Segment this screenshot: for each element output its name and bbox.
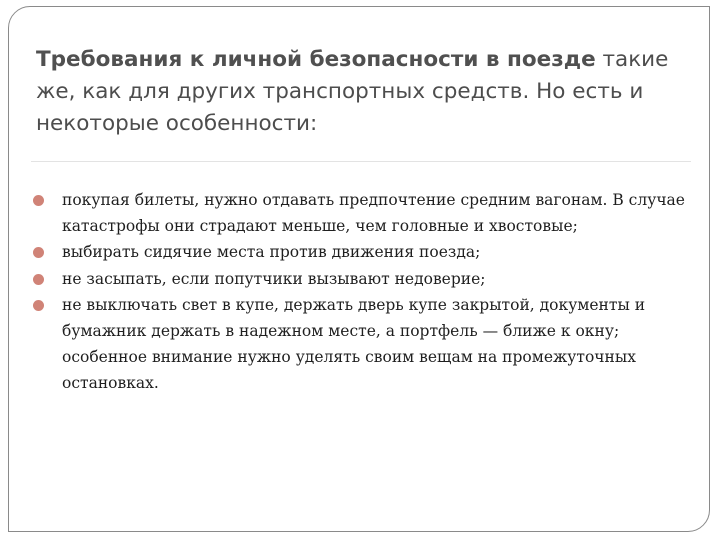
bullet-item-compartment-safety [29, 292, 699, 397]
bullet-item-no-sleep [29, 266, 699, 292]
slide-frame [8, 6, 710, 532]
bullet-text: выбирать сидячие места против движения поезда; [62, 243, 481, 262]
title-bold-part: Требования к личной безопасности в поезде [36, 47, 596, 72]
bullet-dot-icon [33, 274, 44, 285]
bullet-text: не засыпать, если попутчики вызывают недоверие; [62, 269, 486, 288]
bullet-list [29, 187, 699, 397]
bullet-item-middle-cars [29, 187, 699, 239]
title-rest-part: такие же, как для других транспортных средств. Но есть и некоторые особенности: [36, 47, 669, 136]
bullet-dot-icon [33, 300, 44, 311]
bullet-text: покупая билеты, нужно отдавать предпочтение средним вагонам. В случае катастрофы они страдают меньше, чем головные и хвостовые; [62, 191, 685, 236]
title-divider [31, 161, 691, 162]
bullet-dot-icon [33, 195, 44, 206]
slide-title [36, 44, 686, 140]
bullet-text: не выключать свет в купе, держать дверь купе закрытой, документы и бумажник держать в надежном месте, а портфель — ближе к окну; особенное внимание нужно уделять своим вещам на промежуточных остановках. [62, 295, 646, 393]
bullet-dot-icon [33, 247, 44, 258]
bullet-item-seat-direction [29, 239, 699, 265]
